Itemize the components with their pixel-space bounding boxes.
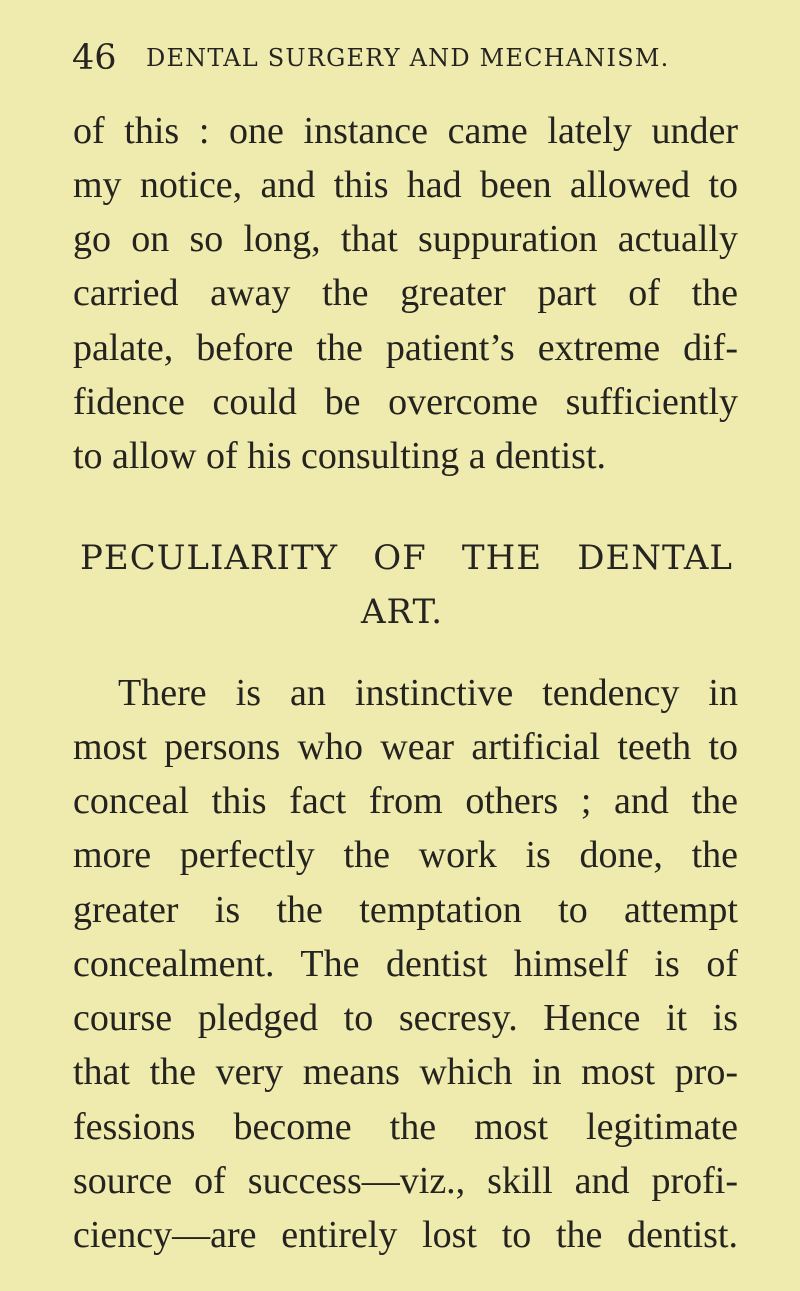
text-line: most persons who wear artificial teeth to [73,726,738,768]
text-line: to allow of his consulting a dentist. [73,435,607,477]
text-line: go on so long, that suppuration actually [73,218,738,260]
text-line: There is an instinctive tendency in [118,672,738,714]
text-line: course pledged to secresy. Hence it is [73,997,738,1039]
text-line: fessions become the most legitimate [73,1106,738,1148]
text-line: that the very means which in most pro- [73,1051,738,1093]
section-heading-continued: ART. [360,592,444,632]
text-line: concealment. The dentist himself is of [73,943,738,985]
text-line: fidence could be overcome sufficiently [73,381,738,423]
text-line: my notice, and this had been allowed to [73,164,738,206]
text-line: greater is the temptation to attempt [73,889,738,931]
section-heading: PECULIARITY OF THE DENTAL [80,538,733,578]
text-line: more perfectly the work is done, the [73,834,738,876]
running-head [72,38,742,78]
text-line: palate, before the patient’s extreme dif- [73,327,738,369]
running-title: DENTAL SURGERY AND MECHANISM. [146,44,670,72]
text-line: source of success—viz., skill and profi- [73,1160,738,1202]
text-line: conceal this fact from others ; and the [73,780,738,822]
text-line: of this : one instance came lately under [73,110,738,152]
text-line: ciency—are entirely lost to the dentist. [73,1214,738,1256]
page-number: 46 [72,38,117,78]
text-line: carried away the greater part of the [73,272,738,314]
